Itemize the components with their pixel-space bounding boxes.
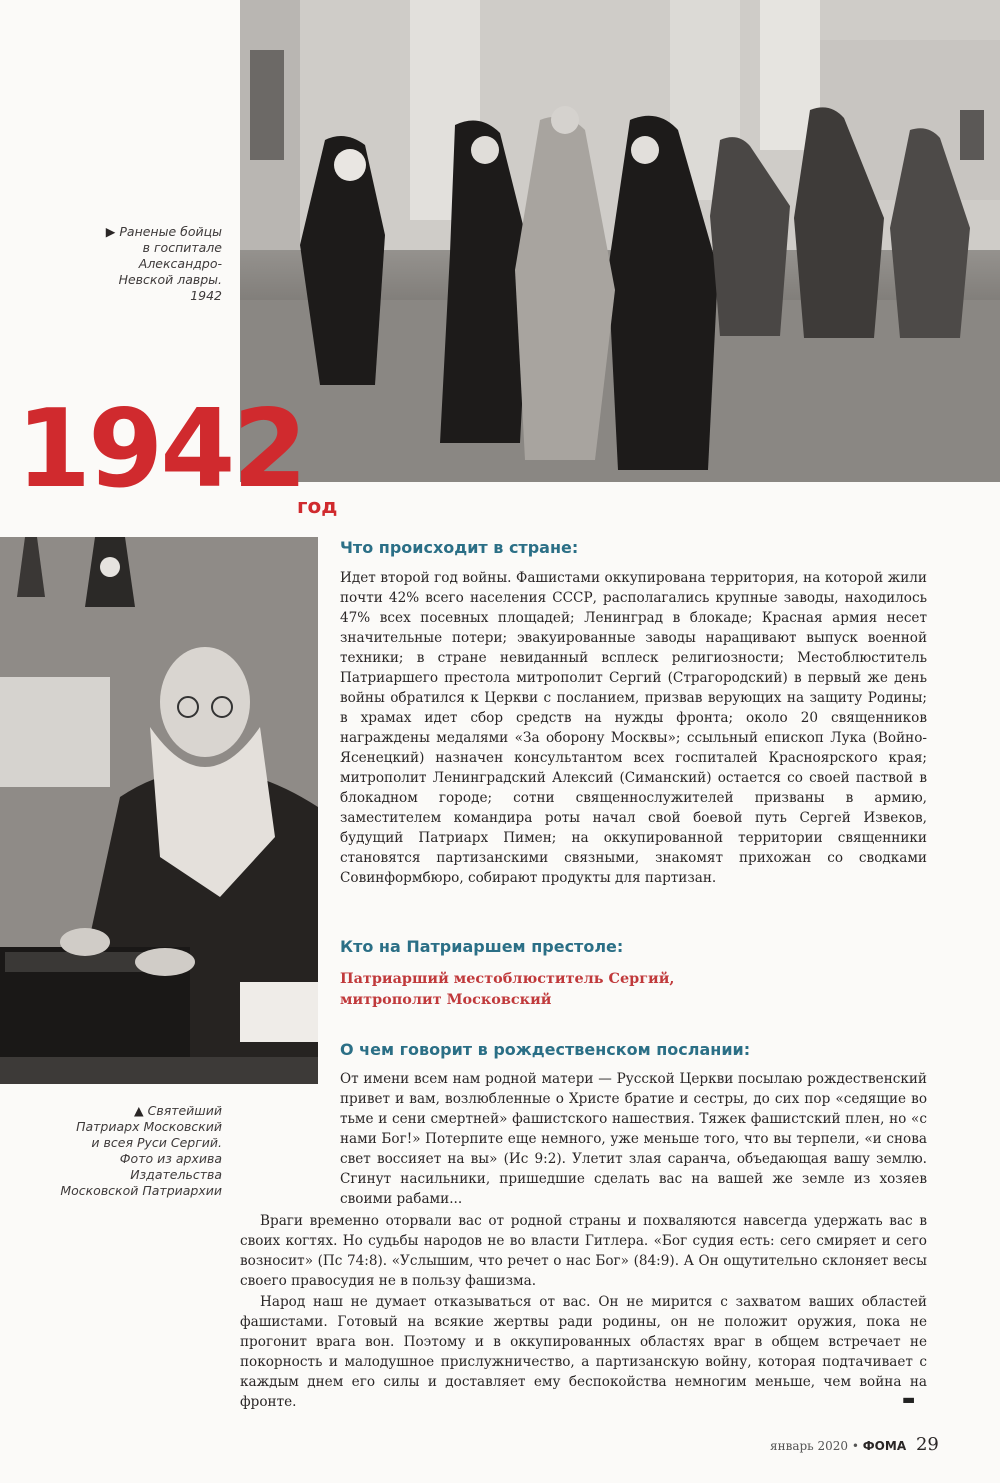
message-paragraph-2: Враги временно оторвали вас от родной страны и похваляются навсегда удержать вас в своих когтях. Но судьбы народов не во власти Гитлера. «Бог судия есть: сего смиряет и сего возносит» (Пс 74:8). «Услышим, что речет о нас Бог» (84:9). А Он ощутительно склоняет весы своего правосудия не в пользу фашизма. — [240, 1213, 927, 1289]
year-suffix: год — [297, 494, 338, 518]
caption-arrow-icon: ▶ — [105, 224, 116, 239]
photo-left-caption: ▲ Святейший Патриарх Московский и всея Руси Сергий. Фото из архива Издательства Московской Патриархии — [60, 1103, 222, 1198]
message-paragraph-3: Народ наш не думает отказываться от вас. Он не мирится с захватом ваших областей фашистами. Готовый на всякие жертвы ради родины, он не положит оружия, пока не прогонит врага вон. Поэтому и в оккупированных областях враг в общем встречает не покорность и малодушное прислужничество, а партизанскую войну, которая подтачивает с каждым днем его силы и доставляет ему беспокойства немногим меньше, чем война на фронте. — [240, 1294, 927, 1410]
magazine-name: ФОМА — [862, 1439, 907, 1453]
page-footer — [770, 1434, 939, 1455]
hospital-photo-illustration — [240, 0, 1000, 482]
end-of-article-icon: ▬ — [902, 1392, 916, 1408]
hospital-photo — [240, 0, 1000, 482]
section-country-heading: Что происходит в стране: — [340, 538, 579, 557]
patriarch-photo-illustration — [0, 537, 318, 1084]
year-title: 1942 — [16, 387, 305, 512]
page-number: 29 — [915, 1434, 939, 1455]
photo-top-caption: ▶ Раненые бойцы в госпитале Александро- Невской лавры. 1942 — [105, 224, 222, 303]
patriarch-photo — [0, 537, 318, 1084]
footer-separator: • — [851, 1439, 859, 1453]
patriarch-name: Патриарший местоблюститель Сергий, митрополит Московский — [340, 970, 675, 1008]
issue-date: январь 2020 — [770, 1439, 849, 1453]
message-paragraph-1: От имени всем нам родной матери — Русской Церкви посылаю рождественский привет и вам, возлюбленные о Христе братие и сестры, до сих пор «седящие во тьме и сени смертней» фашистского нашествия. Тяжек фашистский плен, но «с нами Бог!» Потерпите еще немного, уже меньше того, что вы терпели, «и снова свет воссияет на вы» (Ис 9:2). Улетит злая саранча, объедающая вашу землю. Сгинут насильники, пришедшие сделать вас на вашей же земле из хозяев своими рабами... — [340, 1071, 927, 1207]
section-throne-heading: Кто на Патриаршем престоле: — [340, 937, 624, 956]
caption-arrow-up-icon: ▲ — [133, 1103, 144, 1118]
section-message-heading: О чем говорит в рождественском послании: — [340, 1040, 751, 1059]
section-country-text: Идет второй год войны. Фашистами оккупирована территория, на которой жили почти 42% всего населения СССР, располагались крупные заводы, находилось 47% всех посевных площадей; Ленинград в блокаде; Красная армия несет значительные потери; эвакуированные заводы наращивают выпуск военной техники; в стране невиданный всплеск религиозности; Местоблюститель Патриаршего престола митрополит Сергий (Страгородский) в первый же день войны обратился к Церкви с посланием, призвав верующих на защиту Родины; в храмах идет сбор средств на нужды фронта; около 20 священников награждены медалями «За оборону Москвы»; ссыльный епископ Лука (Войно-Ясенецкий) назначен консультантом всех госпиталей Красноярского края; митрополит Ленинградский Алексий (Симанский) остается со своей паствой в блокадном городе; сотни священнослужителей призваны в армию, заместителем командира роты начал свой боевой путь Сергей Извеков, будущий Патриарх Пимен; на оккупированной территории священники становятся партизанскими связными, знакомят прихожан со сводками Совинформбюро, собирают продукты для партизан. — [340, 570, 927, 886]
